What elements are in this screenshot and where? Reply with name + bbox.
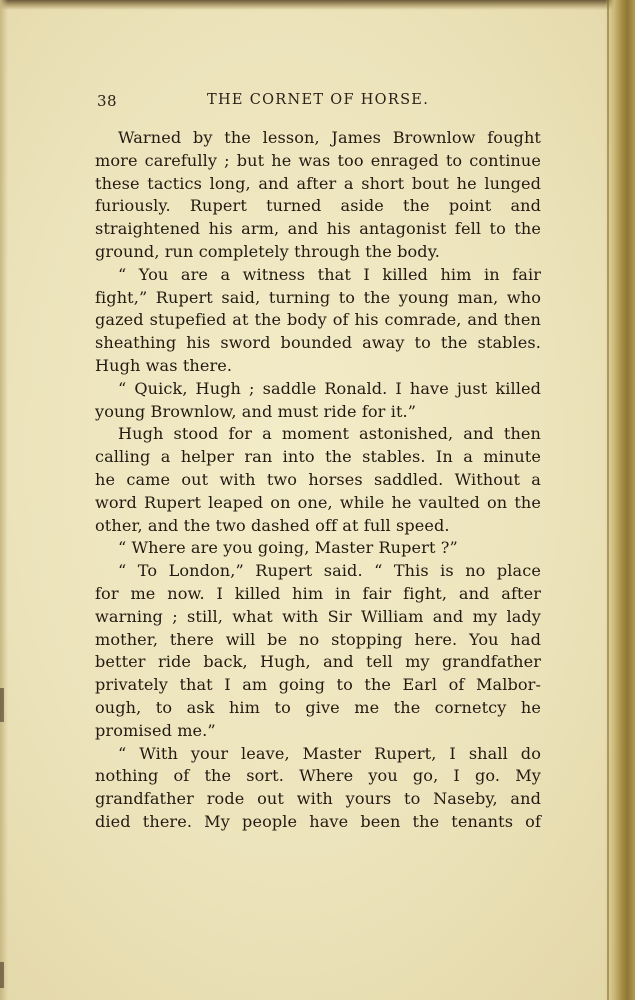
text-line: “ Quick, Hugh ; saddle Ronald. I have just killed — [118, 378, 541, 398]
text-line: nothing of the sort. Where you go, I go. My — [95, 766, 541, 786]
text-line: these tactics long, and after a short bout he lunged — [95, 173, 541, 193]
margin-mark — [0, 688, 4, 722]
text-line: other, and the two dashed off at full speed. — [95, 515, 450, 535]
text-line: privately that I am going to the Earl of Malbor- — [95, 675, 541, 695]
text-line: better ride back, Hugh, and tell my grandfather — [95, 652, 541, 672]
text-line: gazed stupefied at the body of his comrade, and then — [95, 310, 541, 330]
text-line: ough, to ask him to give me the cornetcy he — [95, 697, 541, 717]
gutter-shadow — [607, 0, 609, 1000]
text-line: straightened his arm, and his antagonist fell to the — [95, 219, 541, 239]
text-line: Warned by the lesson, James Brownlow fought — [118, 128, 541, 147]
text-line: died there. My people have been the tenants of — [95, 811, 541, 831]
text-line: Hugh stood for a moment astonished, and then — [118, 424, 541, 444]
text-line: calling a helper ran into the stables. In a minute — [95, 447, 541, 467]
text-line: “ You are a witness that I killed him in fair — [118, 264, 541, 284]
page-top-edge — [0, 0, 635, 10]
running-head: THE CORNET OF HORSE. — [207, 92, 430, 108]
text-line: Hugh was there. — [95, 355, 233, 375]
text-line: fight,” Rupert said, turning to the young man, who — [95, 287, 541, 307]
page-left-edge — [0, 0, 8, 1000]
text-line: sheathing his sword bounded away to the stables. — [95, 333, 541, 353]
text-line: for me now. I killed him in fair fight, and after — [95, 583, 541, 603]
text-line: he came out with two horses saddled. Without a — [95, 469, 541, 489]
text-line: word Rupert leaped on one, while he vaulted on the — [95, 492, 541, 512]
page-number: 38 — [97, 92, 118, 110]
text-line: “ With your leave, Master Rupert, I shall do — [118, 743, 541, 763]
text-line: “ Where are you going, Master Rupert ?” — [118, 538, 458, 558]
text-line: ground, run completely through the body. — [95, 241, 440, 261]
body-text — [95, 127, 541, 834]
text-line: more carefully ; but he was too enraged to continue — [95, 150, 541, 170]
page-header — [97, 92, 541, 114]
text-line: mother, there will be no stopping here. You had — [95, 629, 541, 649]
book-spine-gutter — [605, 0, 635, 1000]
margin-mark — [0, 962, 4, 988]
text-line: promised me.” — [95, 720, 216, 740]
text-line: “ To London,” Rupert said. “ This is no place — [118, 561, 541, 581]
text-line: warning ; still, what with Sir William and my lady — [95, 606, 541, 626]
text-line: grandfather rode out with yours to Naseby, and — [95, 789, 541, 809]
text-line: young Brownlow, and must ride for it.” — [95, 401, 417, 421]
text-line: furiously. Rupert turned aside the point and — [95, 196, 541, 216]
